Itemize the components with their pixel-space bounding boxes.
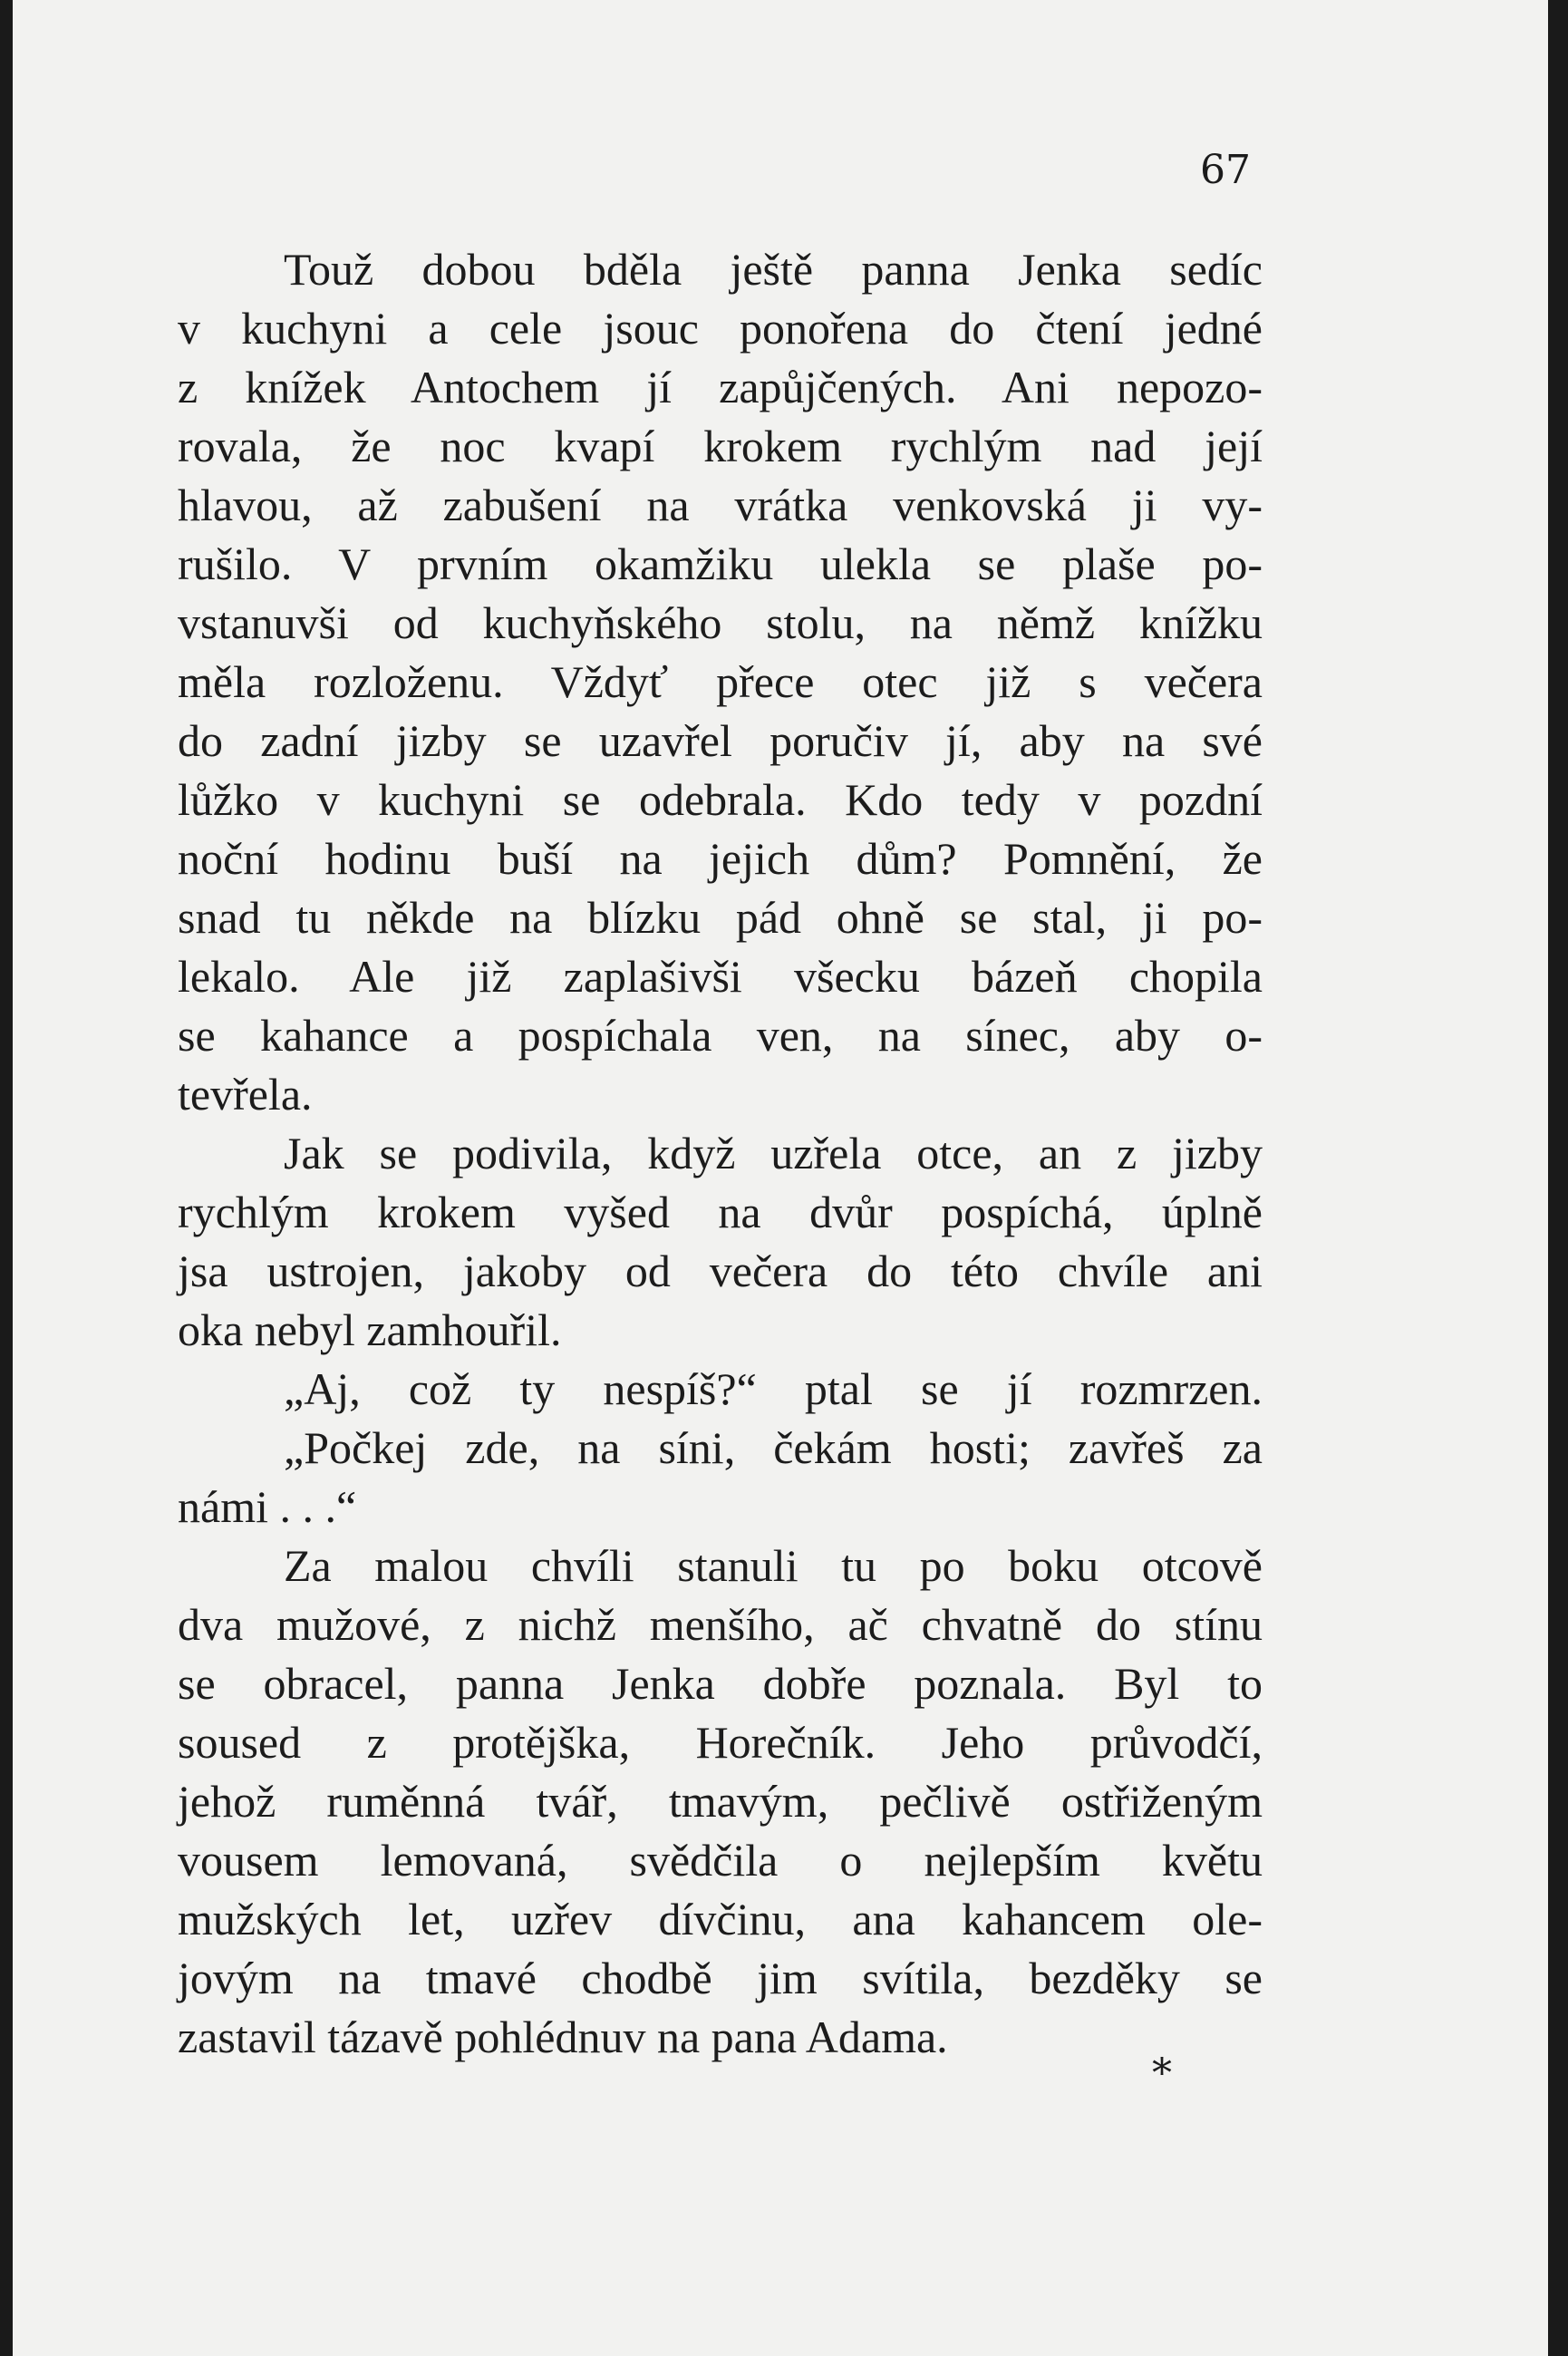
- text-line: vousem lemovaná, svědčila o nejlepším květu: [178, 1835, 1263, 1886]
- text-line: lůžko v kuchyni se odebrala. Kdo tedy v pozdní: [178, 774, 1263, 825]
- section-ornament: *: [1152, 2051, 1172, 2097]
- page-number: 67: [1200, 147, 1251, 193]
- scan-edge-left: [0, 0, 13, 2356]
- text-line: mužských let, uzřev dívčinu, ana kahancem ole-: [178, 1894, 1263, 1944]
- text-line: rychlým krokem vyšed na dvůr pospíchá, úplně: [178, 1187, 1263, 1237]
- body-text: [178, 240, 1263, 2067]
- text-line: měla rozloženu. Vždyť přece otec již s večera: [178, 656, 1263, 707]
- text-line: dva mužové, z nichž menšího, ač chvatně do stínu: [178, 1599, 1263, 1650]
- text-line: „Počkej zde, na síni, čekám hosti; zavřeš za: [284, 1422, 1263, 1473]
- text-line: Touž dobou bděla ještě panna Jenka sedíc: [284, 244, 1263, 295]
- text-line: v kuchyni a cele jsouc ponořena do čtení jedné: [178, 303, 1263, 354]
- text-line: hlavou, až zabušení na vrátka venkovská ji vy-: [178, 480, 1263, 530]
- text-line: zastavil tázavě pohlédnuv na pana Adama.: [178, 2012, 948, 2062]
- scan-edge-right: [1548, 0, 1568, 2356]
- text-line: tevřela.: [178, 1069, 313, 1120]
- text-line: Jak se podivila, když uzřela otce, an z jizby: [284, 1128, 1263, 1178]
- text-line: se obracel, panna Jenka dobře poznala. Byl to: [178, 1658, 1263, 1709]
- text-line: jovým na tmavé chodbě jim svítila, bezděky se: [178, 1953, 1263, 2003]
- text-line: rovala, že noc kvapí krokem rychlým nad její: [178, 421, 1263, 471]
- text-line: vstanuvši od kuchyňského stolu, na němž knížku: [178, 597, 1263, 648]
- text-line: rušilo. V prvním okamžiku ulekla se plaše po-: [178, 538, 1263, 589]
- text-line: snad tu někde na blízku pád ohně se stal, ji po-: [178, 892, 1263, 943]
- text-line: noční hodinu buší na jejich dům? Pomnění, že: [178, 833, 1263, 884]
- text-line: do zadní jizby se uzavřel poručiv jí, aby na své: [178, 715, 1263, 766]
- text-line: „Aj, což ty nespíš?“ ptal se jí rozmrzen.: [284, 1363, 1263, 1414]
- text-line: jsa ustrojen, jakoby od večera do této chvíle ani: [178, 1246, 1263, 1296]
- text-line: jehož ruměnná tvář, tmavým, pečlivě ostřiženým: [178, 1776, 1263, 1827]
- text-line: oka nebyl zamhouřil.: [178, 1304, 562, 1355]
- text-line: soused z protějška, Horečník. Jeho průvodčí,: [178, 1717, 1263, 1768]
- text-line: námi . . .“: [178, 1481, 357, 1532]
- text-line: z knížek Antochem jí zapůjčených. Ani nepozo-: [178, 362, 1263, 412]
- text-line: Za malou chvíli stanuli tu po boku otcově: [284, 1540, 1263, 1591]
- text-line: lekalo. Ale již zaplašivši všecku bázeň chopila: [178, 951, 1263, 1002]
- text-line: se kahance a pospíchala ven, na síneс, aby o-: [178, 1010, 1263, 1061]
